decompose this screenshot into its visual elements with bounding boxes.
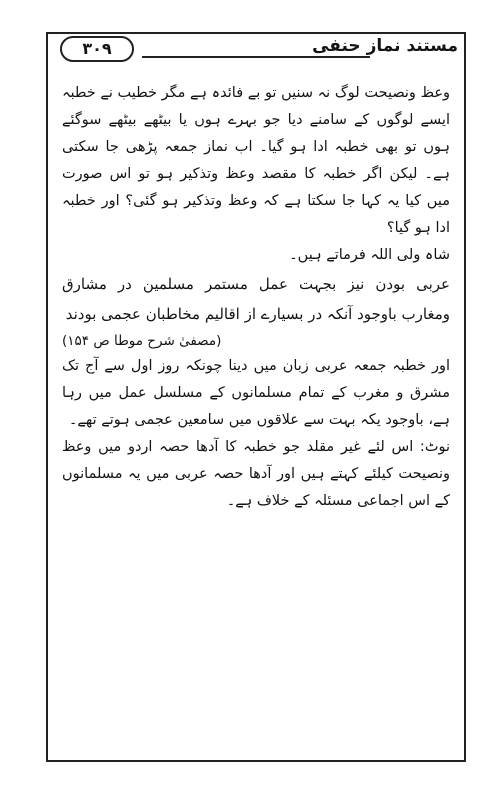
- page-body: [62, 80, 450, 515]
- page-header: [46, 32, 466, 66]
- quote-intro: شاہ ولی اللہ فرماتے ہیں۔: [289, 247, 450, 263]
- page-number: ۳۰۹: [60, 36, 134, 62]
- header-rule: [142, 56, 370, 58]
- note-paragraph: نوٹ: اس لئے غیر مقلد جو خطبہ کا آدھا حصہ اردو میں وعظ ونصیحت کیلئے کہتے ہیں اور آدھا حصہ عربی میں یہ مسلمانوں کے اس اجماعی مسئلہ کے خلاف ہے۔: [62, 439, 450, 509]
- paragraph-1: وعظ ونصیحت لوگ نہ سنیں تو بے فائدہ ہے مگر خطیب نے خطبہ ایسے لوگوں کے سامنے دیا جو بہرے ہوں یا بیٹھے بیٹھے سوگئے ہوں تو بھی خطبہ ادا ہو گیا۔ اب نماز جمعہ پڑھی جا سکتی ہے۔ لیکن اگر خطبہ کا مقصد وعظ وتذکیر ہو تو اس صورت میں کیا یہ کہا جا سکتا ہے کہ وعظ وتذکیر ہو گئی؟ اور خطبہ ادا ہو گیا؟: [62, 85, 450, 236]
- persian-quotation: عربی بودن نیز بجہت عمل مستمر مسلمین در مشارق ومغارب باوجود آنکہ در بسیارے از اقالیم مخاطبان عجمی بودند: [62, 275, 450, 323]
- paragraph-2: اور خطبہ جمعہ عربی زبان میں دینا چونکہ روز اول سے آج تک مشرق و مغرب کے تمام مسلمانوں کے مسلسل عمل میں رہا ہے، باوجود یکہ بہت سے علاقوں میں سامعین عجمی ہوتے تھے۔: [62, 358, 450, 428]
- quotation-reference: (مصفیٰ شرح موطا ص ۱۵۴): [62, 333, 222, 349]
- running-title: مستند نماز حنفی: [312, 36, 458, 56]
